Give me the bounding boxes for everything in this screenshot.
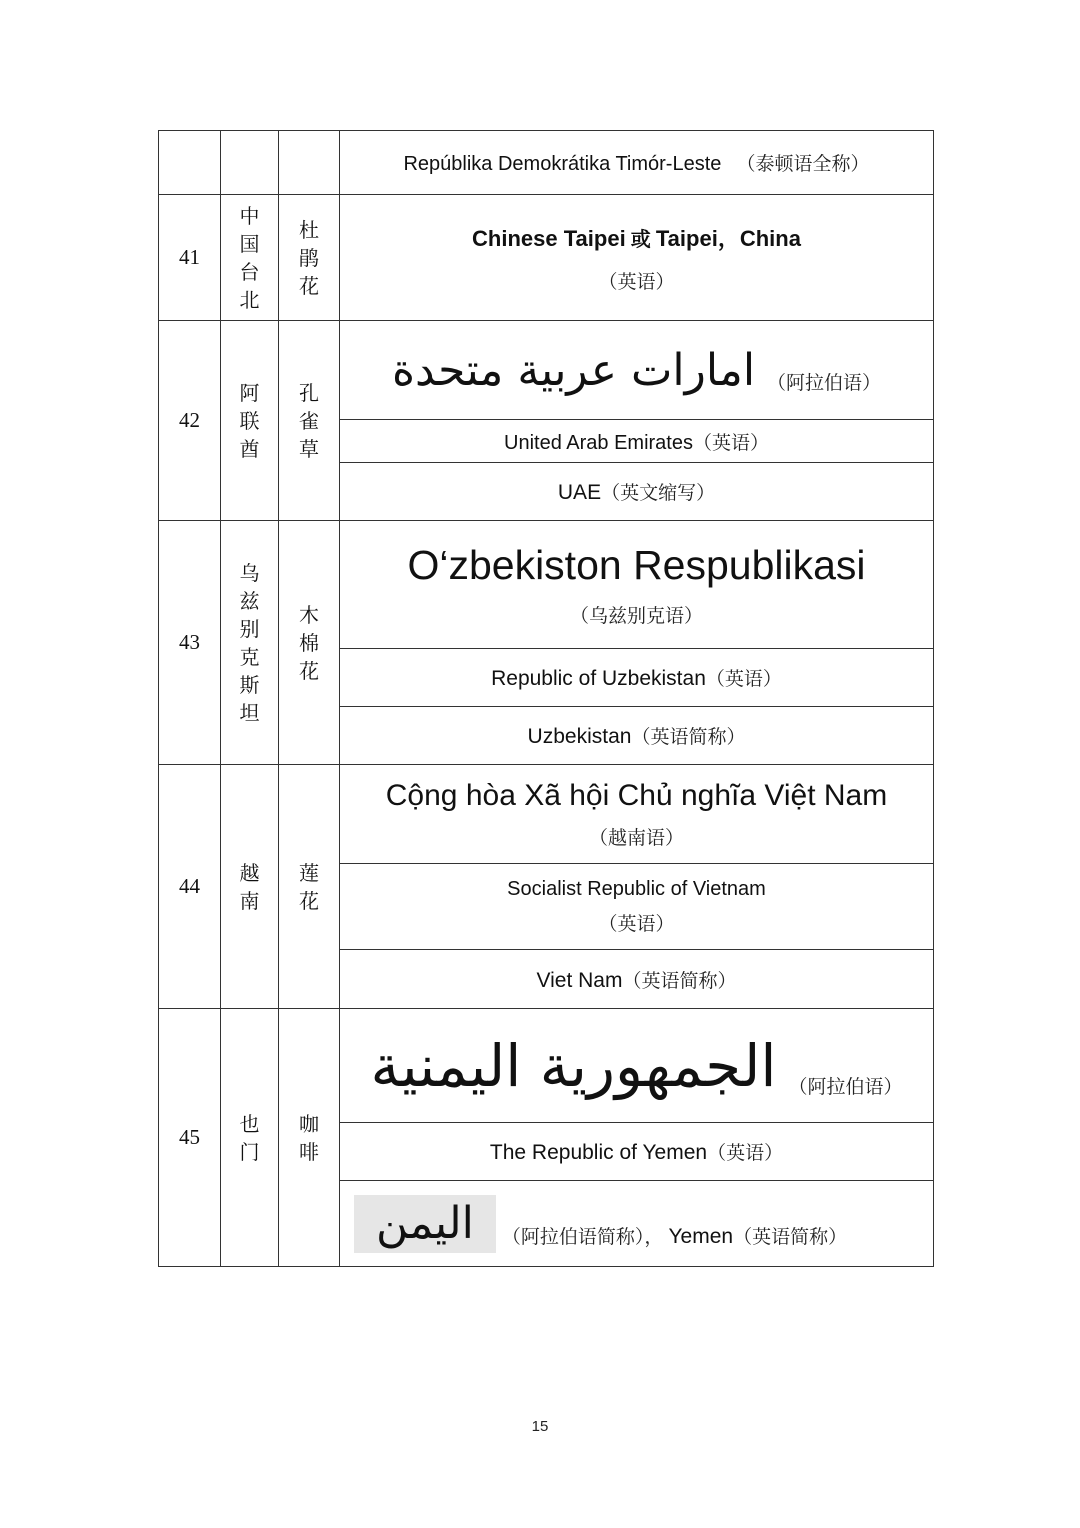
language-note: （英语简称） [631,726,746,748]
name-cell [340,765,934,864]
flower-cell: 杜鹃花 [279,195,340,321]
language-note: （英语） [692,431,769,454]
language-note: （阿拉伯语简称）， [501,1225,664,1248]
flower-cell [279,131,340,195]
name-cell [340,321,934,420]
row-number: 41 [159,195,221,321]
table-row [159,765,934,864]
country-name-arabic-short: اليمن [354,1195,496,1253]
name-cell [340,1123,934,1181]
language-note: （英语） [705,668,782,690]
language-note: （英语） [598,270,675,293]
table-row [159,131,934,195]
country-name: Chinese Taipei [472,225,626,251]
country-name: O‘zbekiston Respublikasi [407,541,866,588]
country-cell: 乌兹别克斯坦 [221,521,279,765]
country-name: Repúblika Demokrátika Timór-Leste [403,153,722,175]
name-cell [340,195,934,321]
name-cell [340,521,934,649]
language-note: （乌兹别克语） [569,604,703,627]
country-name: The Republic of Yemen [489,1141,708,1164]
country-name-arabic: امارات عربية متحدة [391,344,756,396]
name-cell [340,131,934,195]
language-note: （英语简称） [733,1225,848,1248]
row-number [159,131,221,195]
country-name-alt: Taipei，China [655,225,801,251]
name-cell [340,649,934,707]
country-name: UAE [557,481,602,504]
name-cell [340,864,934,950]
row-number: 44 [159,765,221,1009]
name-cell [340,1181,934,1267]
name-cell [340,463,934,521]
country-name: Uzbekistan [527,725,632,748]
language-note: （越南语） [588,826,684,849]
flower-cell: 木棉花 [279,521,340,765]
country-name-arabic: الجمهورية اليمنية [370,1031,777,1100]
row-number: 43 [159,521,221,765]
language-note: （英文缩写） [601,482,716,504]
country-cell: 也门 [221,1009,279,1267]
country-name: Socialist Republic of Vietnam [507,877,766,900]
table-row [159,195,934,321]
flower-cell: 莲花 [279,765,340,1009]
name-cell [340,707,934,765]
row-number: 45 [159,1009,221,1267]
country-name: Yemen [668,1224,734,1248]
row-number: 42 [159,321,221,521]
country-name: Republic of Uzbekistan [491,667,706,690]
connector-text: 或 [630,226,651,251]
language-note: （阿拉伯语） [788,1076,903,1098]
country-cell: 阿联酋 [221,321,279,521]
language-note: （阿拉伯语） [767,371,882,394]
table-row [159,521,934,649]
country-cell: 越南 [221,765,279,1009]
country-name: Viet Nam [536,968,623,992]
table-row [159,1009,934,1123]
page-number: 15 [531,1418,549,1435]
country-names-table [158,130,934,1267]
language-note: （英语简称） [622,969,737,992]
language-note: （英语） [598,912,675,935]
country-name: United Arab Emirates [504,431,693,454]
name-cell [340,950,934,1009]
country-name: Cộng hòa Xã hội Chủ nghĩa Việt Nam [385,778,888,812]
table-row [159,321,934,420]
name-cell [340,420,934,463]
flower-cell: 孔雀草 [279,321,340,521]
language-note: （英语） [707,1142,784,1164]
language-note: （泰顿语全称） [736,153,870,175]
country-cell: 中国台北 [221,195,279,321]
country-cell [221,131,279,195]
flower-cell: 咖啡 [279,1009,340,1267]
name-cell [340,1009,934,1123]
